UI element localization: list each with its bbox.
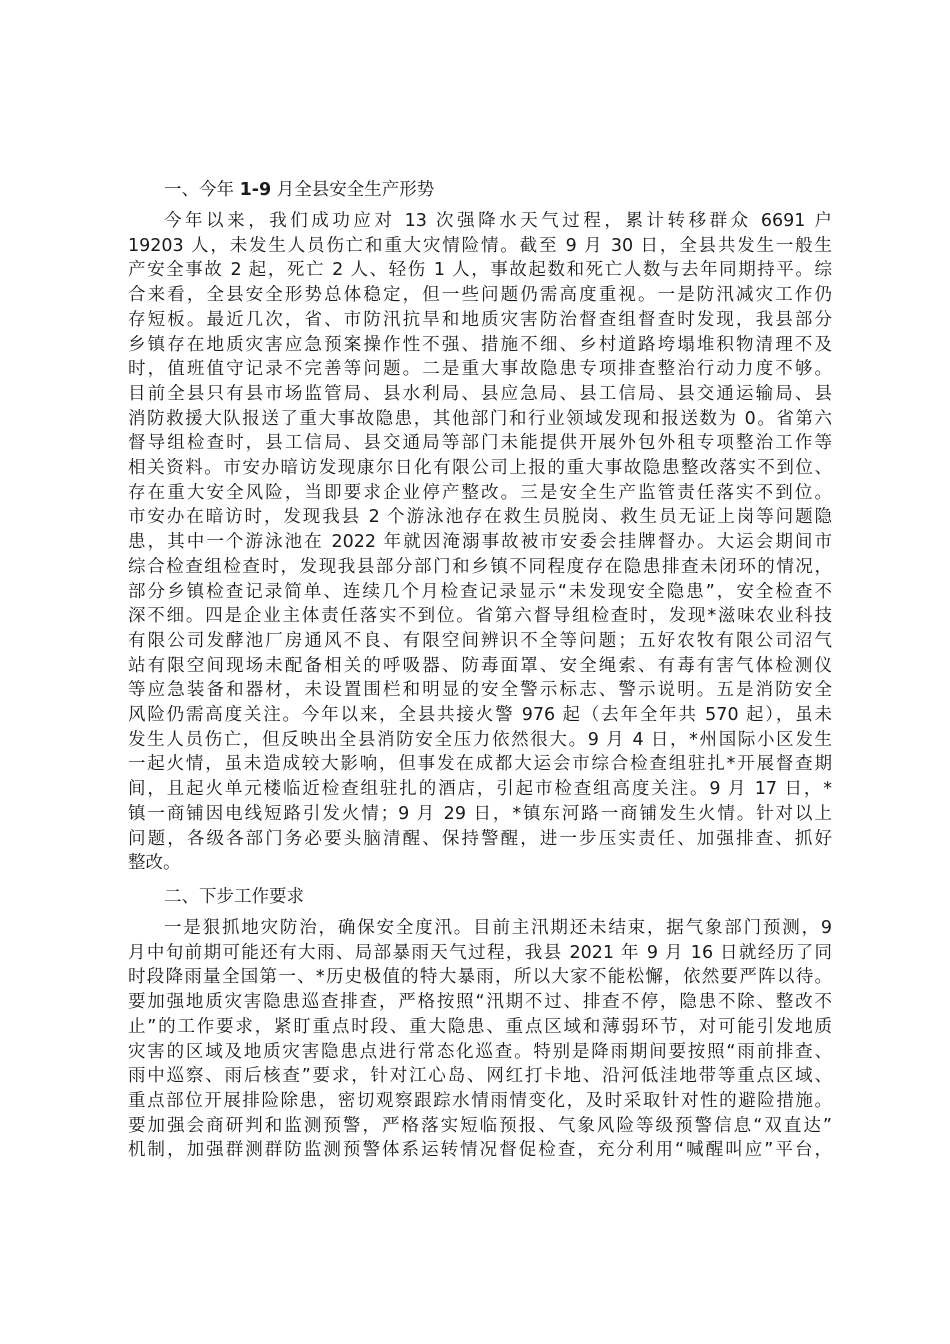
- paragraph-line: 综合检查组检查时，发现我县部分部门和乡镇不同程度存在隐患排查未闭环的情况，: [128, 556, 832, 577]
- paragraph-line: 合来看，全县安全形势总体稳定，但一些问题仍需高度重视。一是防汛减灾工作仍: [128, 285, 832, 306]
- section-1-paragraph: [128, 209, 832, 876]
- paragraph-line: 月中旬前期可能还有大雨、局部暴雨天气过程，我县 2021 年 9 月 16 日就经历了同: [128, 942, 832, 963]
- paragraph-line: 消防救援大队报送了重大事故隐患，其他部门和行业领域发现和报送数为 0。省第六: [128, 408, 832, 429]
- paragraph-line: 深不细。四是企业主体责任落实不到位。省第六督导组检查时，发现*滋味农业科技: [128, 606, 832, 627]
- paragraph-line: 产安全事故 2 起，死亡 2 人、轻伤 1 人，事故起数和死亡人数与去年同期持平。综: [128, 260, 832, 281]
- section-2-heading: 二、下步工作要求: [164, 886, 304, 907]
- paragraph-line: 目前全县只有县市场监管局、县水利局、县应急局、县工信局、县交通运输局、县: [128, 383, 832, 404]
- paragraph-line: 市安办在暗访时，发现我县 2 个游泳池存在救生员脱岗、救生员无证上岗等问题隐: [128, 507, 832, 528]
- paragraph-line: 相关资料。市安办暗访发现康尔日化有限公司上报的重大事故隐患整改落实不到位、: [128, 458, 832, 479]
- paragraph-line: 止”的工作要求，紧盯重点时段、重大隐患、重点区域和薄弱环节，对可能引发地质: [128, 1016, 832, 1037]
- paragraph-line: 部分乡镇检查记录简单、连续几个月检查记录显示“未发现安全隐患”，安全检查不: [128, 581, 832, 602]
- paragraph-line: 间，且起火单元楼临近检查组驻扎的酒店，引起市检查组高度关注。9 月 17 日，*: [128, 779, 832, 800]
- paragraph-line: 时，值班值守记录不完善等问题。二是重大事故隐患专项排查整治行动力度不够。: [128, 359, 832, 380]
- paragraph-line: 要加强地质灾害隐患巡查排查，严格按照“汛期不过、排查不停，隐患不除、整改不: [128, 992, 832, 1013]
- section-1-heading-suffix: 月全县安全生产形势: [271, 180, 435, 200]
- paragraph-line: 存短板。最近几次，省、市防汛抗旱和地质灾害防治督查组督查时发现，我县部分: [128, 309, 832, 330]
- paragraph-line: 站有限空间现场未配备相关的呼吸器、防毒面罩、安全绳索、有毒有害气体检测仪: [128, 655, 832, 676]
- paragraph-line: 要加强会商研判和监测预警，严格落实短临预报、气象风险等级预警信息“双直达”: [128, 1115, 832, 1136]
- paragraph-line: 重点部位开展排险除患，密切观察跟踪水情雨情变化，及时采取针对性的避险措施。: [128, 1090, 832, 1111]
- paragraph-line: 时段降雨量全国第一、*历史极值的特大暴雨，所以大家不能松懈，依然要严阵以待。: [128, 967, 832, 988]
- paragraph-line: 患，其中一个游泳池在 2022 年就因淹溺事故被市安委会挂牌督办。大运会期间市: [128, 532, 832, 553]
- section-1-heading: [128, 176, 832, 205]
- paragraph-line: 存在重大安全风险，当即要求企业停产整改。三是安全生产监管责任落实不到位。: [128, 482, 832, 503]
- paragraph-line: 等应急装备和器材，未设置围栏和明显的安全警示标志、警示说明。五是消防安全: [128, 680, 832, 701]
- paragraph-line: 一起火情，虽未造成较大影响，但事发在成都大运会市综合检查组驻扎*开展督查期: [128, 754, 832, 775]
- paragraph-line: 问题，各级各部门务必要头脑清醒、保持警醒，进一步压实责任、加强排查、抓好: [128, 828, 832, 849]
- paragraph-line: 发生人员伤亡，但反映出全县消防安全压力依然很大。9 月 4 日，*州国际小区发生: [128, 729, 832, 750]
- paragraph-line: 一是狠抓地灾防治，确保安全度汛。目前主汛期还未结束，据气象部门预测，9: [164, 917, 832, 938]
- paragraph-line: 雨中巡察、雨后核查”要求，针对江心岛、网红打卡地、沿河低洼地带等重点区域、: [128, 1066, 832, 1087]
- paragraph-line: 今年以来，我们成功应对 13 次强降水天气过程，累计转移群众 6691 户: [164, 211, 832, 231]
- document-page: [128, 176, 832, 1170]
- section-1-heading-bold: 1-9: [239, 180, 272, 200]
- paragraph-line: 风险仍需高度关注。今年以来，全县共接火警 976 起（去年全年共 570 起），虽未: [128, 705, 832, 726]
- paragraph-line: 灾害的区域及地质灾害隐患点进行常态化巡查。特别是降雨期间要按照“雨前排查、: [128, 1041, 832, 1062]
- paragraph-line: 乡镇存在地质灾害应急预案操作性不强、措施不细、乡村道路垮塌堆积物清理不及: [128, 334, 832, 355]
- paragraph-line: 督导组检查时，县工信局、县交通局等部门未能提供开展外包外租专项整治工作等: [128, 433, 832, 454]
- paragraph-line: 机制，加强群测群防监测预警体系运转情况督促检查，充分利用“喊醒叫应”平台，: [128, 1140, 832, 1161]
- paragraph-line: 整改。: [128, 853, 181, 874]
- paragraph-line: 有限公司发酵池厂房通风不良、有限空间辨识不全等问题；五好农牧有限公司沼气: [128, 630, 832, 651]
- paragraph-line: 镇一商铺因电线短路引发火情；9 月 29 日，*镇东河路一商铺发生火情。针对以上: [128, 803, 832, 824]
- section-2-paragraph: [128, 916, 832, 1163]
- section-1-heading-prefix: 一、今年: [164, 180, 240, 200]
- paragraph-line: 19203 人，未发生人员伤亡和重大灾情险情。截至 9 月 30 日，全县共发生一般生: [128, 235, 832, 256]
